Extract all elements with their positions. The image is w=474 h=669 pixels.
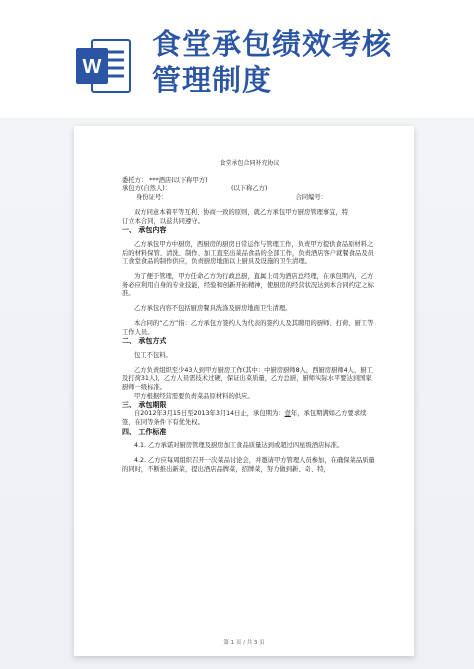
page-footer: 第 1 页 / 共 3 页 — [223, 640, 265, 646]
id-row — [122, 194, 377, 203]
title-line-1: 食堂承包绩效考核 — [152, 27, 393, 61]
clause-4-1: 4.1. 乙方承诺对厨房管理及厨房加工食品质量达到或超过四星级酒店标准。 — [134, 442, 344, 450]
contract-label: 合同编号： — [295, 194, 327, 202]
header-banner — [0, 0, 474, 120]
intro-line-2: 订立本合同，以兹共同遵守。 — [122, 217, 204, 225]
section-1-para-1: 乙方承包甲方中厨房，西厨房的厨房日常运作与管理工作，负责甲方提供食品原材料之后的材料保管、清洗、制作、加工直至出菜品食品的全部工作，负责酒店客户就餐食品及员工食堂食品的制作供应，负责厨房地面以上厨具及设施的卫生清理。 — [122, 240, 374, 266]
section-1-para-2: 为了便于管理，甲方任命乙方为行政总厨，直属上司为酒店总经理，在承包期内，乙方务必应利用自身的专业技能，经验和创新开拓精神，使厨房的经营状况达到本合同约定之标准。 — [122, 273, 374, 298]
section-3-para-1 — [122, 410, 377, 427]
term-text-b: 年，承包期满如乙方要求续签，在同等条件下有优先权。 — [122, 410, 367, 426]
section-1-para-4: 本合同的“乙方”指：乙方承包方签约人为代表的签约人及其聘用的厨师、打荷、厨工等工作人员。 — [122, 319, 374, 336]
section-2-para-3: 甲方根据经营需要负责菜品原材料的供应。 — [134, 392, 254, 400]
section-4-title: 四、 工作标准 — [122, 427, 167, 436]
id-label: 身份证号： — [136, 194, 168, 202]
section-3-title: 三、 承包期限 — [122, 401, 167, 410]
section-1-para-3: 乙方承包内容不包括厨房餐具洗涤及厨房地面卫生清理。 — [134, 305, 292, 313]
term-year: 壹 — [284, 410, 291, 418]
party-b-label: 承包方(自然人)： — [122, 185, 171, 193]
party-b — [122, 185, 377, 194]
svg-text:W: W — [82, 56, 102, 78]
section-2-para-2: 乙方负责组织至少43人到甲方厨房工作(其中：中厨房厨师8人，西厨房厨师4人，厨工及打荷31人)，乙方人员需技术过硬，保证出菜质量，乙方总厨，厨师实际水平要达到国家厨师一级标准。 — [122, 366, 373, 392]
intro-line-1: 双方同意本着平等互利、协商一致的原则，就乙方承包甲方厨房管理事宜，特 — [134, 208, 349, 216]
party-b-suffix: (以下称乙方) — [231, 185, 268, 193]
document-page — [74, 126, 414, 656]
doc-title: 食堂承包合同补充协议 — [219, 160, 280, 167]
party-a: 委托方： ***酒店(以下称甲方) — [122, 176, 208, 184]
document-body — [122, 160, 377, 474]
title-line-2: 管理制度 — [152, 63, 273, 97]
clause-4-2: 4.2. 乙方应每周组织召开一次菜品讨论会，并邀请甲方管理人员参加，在确保菜品质量的同时，不断推出新菜，提出酒店品牌菜，招牌菜，努力做到新、奇、特， — [122, 456, 375, 473]
term-text-a: 自2012年3月15日至2013年3月14日止，承包期为： — [134, 410, 285, 418]
word-document-icon — [76, 38, 134, 94]
document-title — [152, 26, 392, 98]
section-2-para-1: 包工不包料。 — [134, 351, 172, 359]
section-2-title: 二、 承包方式 — [122, 337, 167, 346]
section-1-title: 一、 承包内容 — [122, 226, 167, 235]
